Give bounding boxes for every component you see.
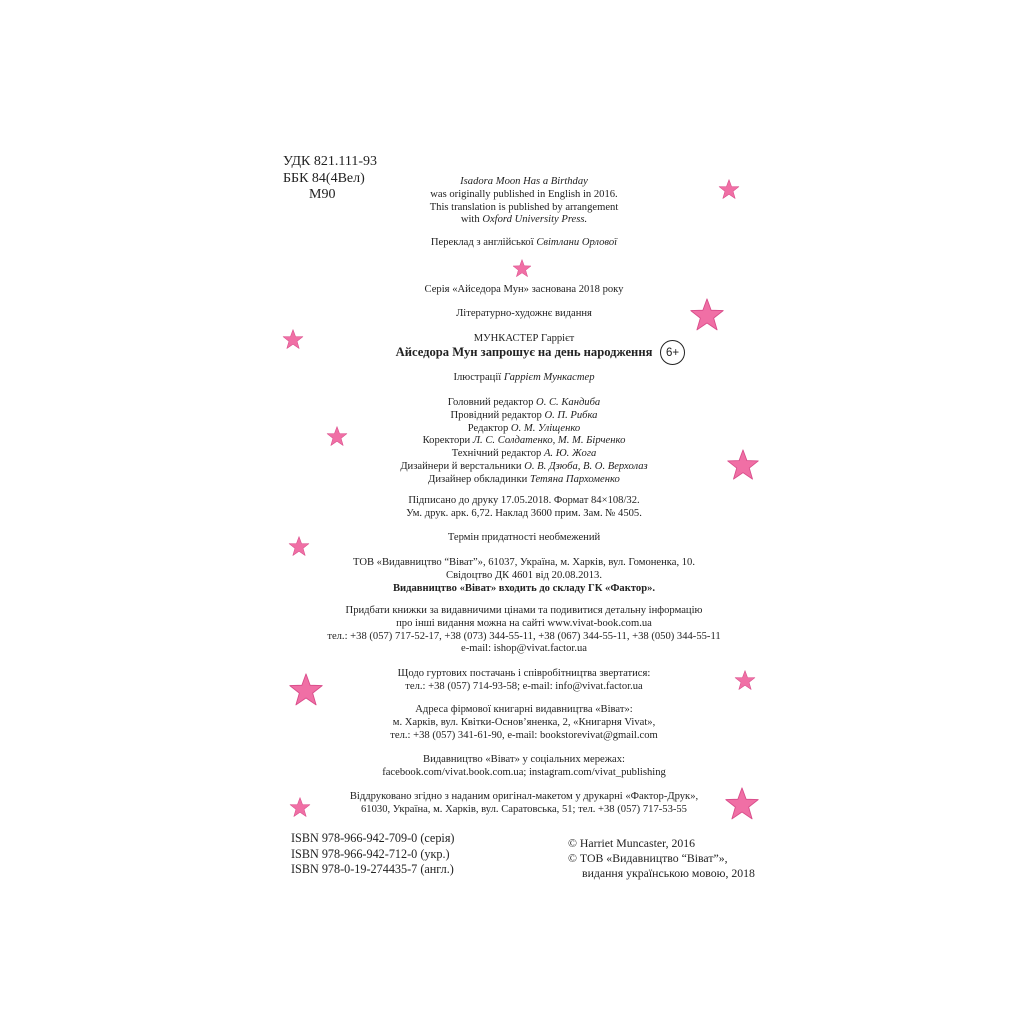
original-edition-note — [308, 176, 740, 227]
edition-type: Літературно-художнє видання — [456, 308, 592, 319]
star-icon — [289, 797, 311, 819]
wholesale-info — [308, 668, 740, 694]
print-info-line: Ум. друк. арк. 6,72. Наклад 3600 прим. Зам. № 4505. — [406, 507, 642, 519]
editors-list — [308, 397, 740, 487]
purchase-info — [308, 605, 740, 656]
editor-line: Технічний редактор А. Ю. Жога — [451, 448, 597, 460]
publisher-info — [308, 557, 740, 595]
purchase-email: e-mail: ishop@vivat.factor.ua — [461, 643, 587, 655]
publisher-line: Свідоцтво ДК 4601 від 20.08.2013. — [446, 569, 602, 581]
purchase-line: про інші видання можна на сайті www.vivat-book.com.ua — [396, 617, 652, 629]
editor-line: Дизайнери й верстальники О. В. Дзюба, В. О. Верхолаз — [400, 460, 648, 472]
star-icon — [288, 536, 310, 558]
author-mark: М90 — [309, 187, 336, 202]
publisher-line: ТОВ «Видавництво “Віват”», 61037, Україна, м. Харків, вул. Гомоненка, 10. — [352, 557, 696, 568]
publisher-group-line: Видавництво «Віват» входить до складу ГК «Фактор». — [392, 582, 656, 594]
editor-line: Коректори Л. С. Солдатенко, М. М. Бірченко — [422, 435, 626, 447]
editor-line: Дизайнер обкладинки Тетяна Пархоменко — [428, 473, 620, 485]
validity-line: Термін придатності необмежений — [447, 532, 601, 543]
printing-info — [308, 791, 740, 817]
store-line: тел.: +38 (057) 341-61-90, e-mail: bookstorevivat@gmail.com — [390, 729, 658, 741]
isbn-ukr: ISBN 978-966-942-712-0 (укр.) — [291, 846, 450, 861]
bbk-code: ББК 84(4Вел) — [283, 170, 365, 186]
book-title: Айседора Мун запрошує на день народження — [395, 345, 653, 359]
editor-line: Провідний редактор О. П. Рибка — [450, 409, 598, 421]
printing-line: Віддруковано згідно з наданим оригінал-макетом у друкарні «Фактор-Друк», — [349, 791, 699, 802]
original-line: This translation is published by arrangement — [429, 201, 619, 213]
udk-code: УДК 821.111-93 — [283, 154, 378, 169]
star-icon — [734, 670, 756, 692]
star-icon — [288, 673, 324, 709]
star-icon — [718, 179, 740, 201]
print-info-line: Підписано до друку 17.05.2018. Формат 84×108/32. — [408, 495, 640, 506]
original-line: was originally published in English in 2016. — [430, 188, 618, 200]
copyright-line: © ТОВ «Видавництво “Віват”», — [568, 851, 728, 866]
isbn-eng: ISBN 978-0-19-274435-7 (англ.) — [291, 862, 454, 877]
purchase-line: Придбати книжки за видавничими цінами та подивитися детальну інформацію — [345, 605, 703, 616]
age-badge: 6+ — [660, 340, 685, 365]
author-line: МУНКАСТЕР Гаррієт — [473, 333, 575, 344]
original-line: with Oxford University Press. — [460, 214, 588, 226]
isbn-block — [291, 831, 454, 878]
star-icon — [689, 298, 725, 334]
editor-line: Головний редактор О. С. Кандиба — [447, 397, 601, 408]
editor-line: Редактор О. М. Уліщенко — [467, 422, 581, 434]
store-line: м. Харків, вул. Квітки-Основ’яненка, 2, «Книгарня Vivat», — [392, 716, 656, 728]
translator-line: Переклад з англійської Світлани Орлової — [430, 237, 618, 248]
wholesale-line: тел.: +38 (057) 714-93-58; e-mail: info@vivat.factor.ua — [405, 680, 643, 692]
copyright-line: видання українською мовою, 2018 — [582, 866, 755, 881]
star-icon — [726, 449, 760, 483]
printing-line: 61030, Україна, м. Харків, вул. Саратовська, 51; тел. +38 (057) 717-53-55 — [361, 803, 687, 815]
social-line: facebook.com/vivat.book.com.ua; instagram.com/vivat_publishing — [382, 766, 666, 778]
store-line: Адреса фірмової книгарні видавництва «Віват»: — [415, 704, 633, 715]
store-info — [308, 704, 740, 742]
isbn-series: ISBN 978-966-942-709-0 (серія) — [291, 831, 455, 845]
star-icon — [512, 259, 532, 279]
illustrations-line: Ілюстрації Гаррієт Мункастер — [453, 372, 595, 383]
original-title: Isadora Moon Has a Birthday — [460, 176, 588, 187]
star-icon — [282, 329, 304, 351]
star-icon — [326, 426, 348, 448]
print-info — [308, 495, 740, 521]
star-icon — [724, 787, 760, 823]
series-line: Серія «Айседора Мун» заснована 2018 року — [424, 284, 624, 295]
social-info — [308, 754, 740, 780]
wholesale-line: Щодо гуртових постачань і співробітництва звертатися: — [397, 668, 651, 679]
copyright-block — [568, 836, 755, 882]
social-line: Видавництво «Віват» у соціальних мережах: — [423, 754, 625, 765]
copyright-line: © Harriet Muncaster, 2016 — [568, 836, 696, 850]
purchase-phones: тел.: +38 (057) 717-52-17, +38 (073) 344-55-11, +38 (067) 344-55-11, +38 (050) 344-55-11 — [327, 630, 721, 642]
